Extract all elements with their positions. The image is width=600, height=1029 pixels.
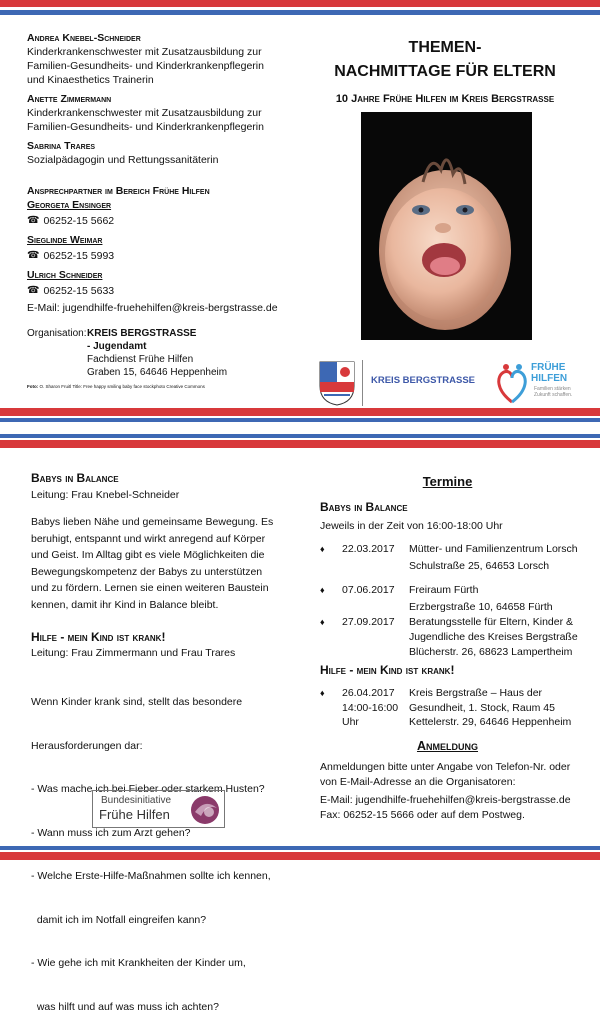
fh-logo-line-1: FRÜHE <box>531 362 566 373</box>
krank-text-line: - Wie gehe ich mit Krankheiten der Kinder um, <box>31 957 246 969</box>
krank-text-line: damit ich im Notfall eingreifen kann? <box>31 913 207 926</box>
phone-icon: ☎ <box>27 215 40 226</box>
bullet-icon: ♦ <box>320 544 325 554</box>
contact-name-3: Ulrich Schneider <box>27 269 103 281</box>
termine-krank-title: Hilfe - mein Kind ist krank! <box>320 663 455 677</box>
top-stripe-blue <box>0 10 600 15</box>
anmeldung-title-text: Anmeldung <box>416 739 479 753</box>
staff-name-1: Andrea Knebel-Schneider <box>27 32 141 44</box>
staff-list <box>27 31 292 167</box>
org-sub: - Jugendamt <box>87 341 147 352</box>
phone-icon: ☎ <box>27 250 40 261</box>
event-place-line: Freiraum Fürth <box>409 584 479 596</box>
coat-of-arms-icon <box>318 360 356 406</box>
contact-phone-3-number: 06252-15 5633 <box>43 285 115 297</box>
babys-text-line: Bewegungskompetenz der Babys zu unterstützen <box>31 565 263 578</box>
event-place-line: Schulstraße 25, 64653 Lorsch <box>409 560 550 572</box>
contacts-list <box>27 198 292 315</box>
termine-title-text: Termine <box>422 474 473 489</box>
krank-event-place-line: Kreis Bergstraße – Haus der <box>409 687 543 699</box>
staff-desc-2-line: Familien-Gesundheits- und Kinderkrankenpflegerin <box>27 121 264 133</box>
contacts-heading <box>27 181 210 199</box>
bottom-stripe-blue <box>0 846 600 850</box>
anmeldung-title <box>310 737 585 755</box>
babys-text-line: und Geist. Im Alltag gibt es viele Möglichkeiten die <box>31 549 265 562</box>
contacts-heading-text: Ansprechpartner im Bereich Frühe Hilfen <box>27 185 210 197</box>
staff-name-3: Sabrina Trares <box>27 140 96 152</box>
babys-text-line: Babys lieben Nähe und gemeinsame Bewegung. Es <box>31 516 274 528</box>
photo-credit-text: O. Sharon Fruitl Title: Free happy smiling baby face stockphoto Creative Commons <box>39 384 205 389</box>
krank-event-place-line: Kettelerstr. 29, 64646 Heppenheim <box>409 716 572 728</box>
bullet-icon: ♦ <box>320 688 325 698</box>
fh-logo-tag-1: Familien stärken <box>534 386 571 392</box>
krank-lead: Leitung: Frau Zimmermann und Frau Trares <box>31 647 236 659</box>
gap-stripe-blue <box>0 434 600 438</box>
krank-text-line: Wenn Kinder krank sind, stellt das besondere <box>31 696 243 708</box>
fh-logo-line-2: HILFEN <box>531 373 568 384</box>
staff-desc-3: Sozialpädagogin und Rettungssanitäterin <box>27 154 219 166</box>
bullet-icon: ♦ <box>320 617 325 627</box>
krank-event-date-line: 26.04.2017 <box>342 687 395 699</box>
event-place-line: Erzbergstraße 10, 64658 Fürth <box>409 601 553 613</box>
anmeldung-email[interactable]: E-Mail: jugendhilfe-fruehehilfen@kreis-bergstrasse.de <box>320 794 571 806</box>
contact-email[interactable]: E-Mail: jugendhilfe-fruehehilfen@kreis-bergstrasse.de <box>27 302 278 314</box>
kreis-bergstrasse-logo <box>318 360 475 406</box>
anmeldung-text-line: Anmeldungen bitte unter Angabe von Telefon-Nr. oder <box>320 761 571 773</box>
fh-logo-tag-2: Zukunft schaffen. <box>534 392 573 398</box>
babys-text-line: kennen, damit ihr Kind in Balance bleibt. <box>31 598 219 611</box>
krank-event-date-line: 14:00-16:00 <box>342 701 399 714</box>
krank-text-line: was hilft und auf was muss ich achten? <box>31 1000 219 1013</box>
anmeldung-fax: Fax: 06252-15 5666 oder auf dem Postweg. <box>320 808 525 821</box>
krank-text-line: - Was mache ich bei Fieber oder starkem Husten? <box>31 783 265 795</box>
termine-babys-time: Jeweils in der Zeit von 16:00-18:00 Uhr <box>320 520 503 532</box>
contact-phone-2 <box>27 247 292 265</box>
fruehe-hilfen-logo <box>494 360 589 408</box>
photo-credit-label: Foto: <box>27 384 39 389</box>
termine-title <box>310 473 585 491</box>
kreis-logo-text: KREIS BERGSTRASSE <box>371 374 475 386</box>
event-place-line: Mütter- und Familienzentrum Lorsch <box>409 543 578 555</box>
event-date: 22.03.2017 <box>342 543 395 555</box>
bund-logo-line-2: Frühe Hilfen <box>99 807 170 822</box>
title-line-2: NACHMITTAGE FÜR ELTERN <box>334 63 556 80</box>
event-place-line: Jugendliche des Kreises Bergstraße <box>409 631 578 643</box>
krank-text-line: Herausforderungen dar: <box>31 739 143 752</box>
contact-phone-1 <box>27 212 292 230</box>
staff-desc-1 <box>27 45 292 87</box>
contact-phone-3 <box>27 282 292 300</box>
staff-desc-1-line: Kinderkrankenschwester mit Zusatzausbildung zur <box>27 46 262 58</box>
bundesinitiative-logo <box>92 790 225 828</box>
staff-desc-2 <box>27 106 292 134</box>
krank-event-place-line: Gesundheit, 1. Stock, Raum 45 <box>409 701 555 714</box>
gap-stripe-red <box>0 440 600 448</box>
krank-event-date-line: Uhr <box>342 716 359 728</box>
contact-phone-1-number: 06252-15 5662 <box>43 215 115 227</box>
staff-desc-1-line: und Kinaesthetics Trainerin <box>27 74 154 86</box>
krank-title: Hilfe - mein Kind ist krank! <box>31 630 166 644</box>
heart-family-icon <box>494 362 530 406</box>
photo-credit <box>27 384 297 389</box>
page-title <box>310 36 580 84</box>
babys-text-line: und zu fördern. Lernen sie einen weiteren Baustein <box>31 582 269 595</box>
babys-text <box>31 514 291 614</box>
baby-photo <box>361 112 532 340</box>
swirl-icon <box>189 794 221 826</box>
babys-lead: Leitung: Frau Knebel-Schneider <box>31 489 180 501</box>
anmeldung-text-line: von E-Mail-Adresse an die Organisatoren: <box>320 775 516 788</box>
bund-logo-line-1: Bundesinitiative <box>101 795 172 806</box>
top-stripe-red <box>0 0 600 7</box>
contact-name-2: Sieglinde Weimar <box>27 234 103 246</box>
staff-name-2: Anette Zimmermann <box>27 93 112 105</box>
staff-desc-2-line: Kinderkrankenschwester mit Zusatzausbildung zur <box>27 107 262 119</box>
staff-desc-1-line: Familien-Gesundheits- und Kinderkrankenpflegerin <box>27 60 264 72</box>
mid-stripe-red <box>0 408 600 416</box>
babys-text-line: beruhigt, entspannt und wirkt anregend auf Körper <box>31 532 266 545</box>
bullet-icon: ♦ <box>320 585 325 595</box>
event-date: 07.06.2017 <box>342 584 395 596</box>
mid-stripe-blue <box>0 418 600 422</box>
event-date: 27.09.2017 <box>342 616 395 628</box>
bottom-stripe-red <box>0 852 600 860</box>
anmeldung-text <box>320 760 590 822</box>
contact-name-1: Georgeta Ensinger <box>27 199 112 211</box>
contact-phone-2-number: 06252-15 5993 <box>43 250 115 262</box>
babys-title: Babys in Balance <box>31 471 119 485</box>
org-name: KREIS BERGSTRASSE <box>87 328 197 339</box>
event-place-line: Blücherstr. 26, 68623 Lampertheim <box>409 646 573 658</box>
phone-icon: ☎ <box>27 285 40 296</box>
org-addr: Graben 15, 64646 Heppenheim <box>87 367 228 378</box>
org-label: Organisation: <box>27 328 87 339</box>
event-place-line: Beratungsstelle für Eltern, Kinder & <box>409 616 574 628</box>
page-subtitle: 10 Jahre Frühe Hilfen im Kreis Bergstrasse <box>335 93 555 105</box>
krank-text-line: - Welche Erste-Hilfe-Maßnahmen sollte ich kennen, <box>31 870 271 882</box>
krank-text-line: - Wann muss ich zum Arzt gehen? <box>31 826 191 839</box>
title-line-1: THEMEN- <box>408 39 482 56</box>
termine-babys-title: Babys in Balance <box>320 500 408 514</box>
org-dept: Fachdienst Frühe Hilfen <box>87 354 194 365</box>
